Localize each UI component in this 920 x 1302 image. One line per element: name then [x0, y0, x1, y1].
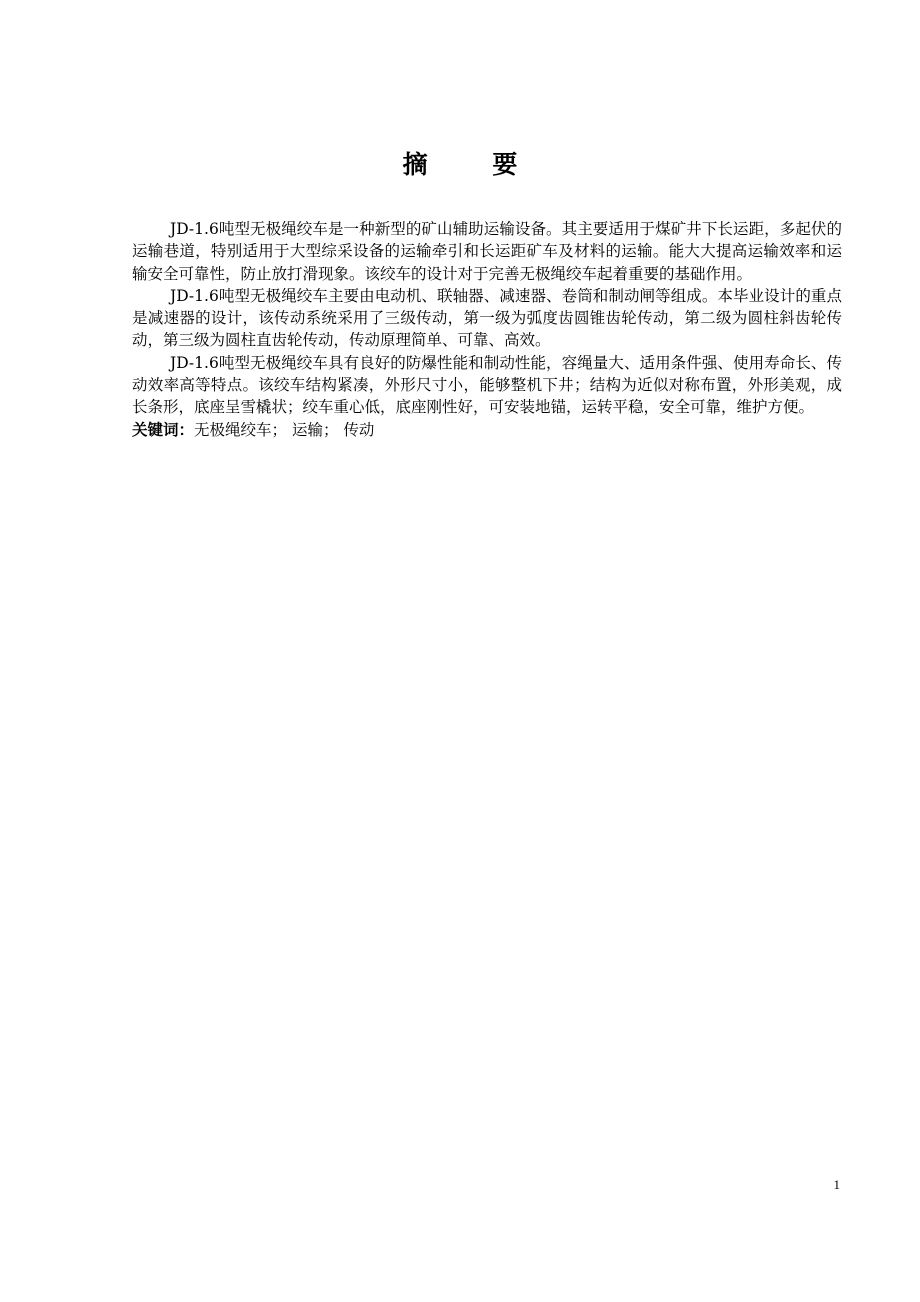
page-number: 1	[833, 1177, 840, 1192]
abstract-paragraph-3: JD-1.6吨型无极绳绞车具有良好的防爆性能和制动性能，容绳量大、适用条件强、使用寿命长、传动效率高等特点。该绞车结构紧凑，外形尺寸小，能够整机下井；结构为近似对称布置，外形美观，成长条形，底座呈雪橇状；绞车重心低，底座刚性好，可安装地锚，运转平稳，安全可靠，维护方便。	[132, 353, 842, 417]
abstract-paragraph-1: JD-1.6吨型无极绳绞车是一种新型的矿山辅助运输设备。其主要适用于煤矿井下长运距，多起伏的运输巷道，特别适用于大型综采设备的运输牵引和长运距矿车及材料的运输。能大大提高运输效率和运输安全可靠性，防止放打滑现象。该绞车的设计对于完善无极绳绞车起着重要的基础作用。	[132, 220, 842, 283]
keywords-label: 关键词：	[132, 420, 195, 439]
page-title: 摘 要	[402, 150, 546, 179]
abstract-body	[132, 218, 842, 441]
keywords-values: 无极绳绞车； 运输； 传动	[194, 420, 375, 439]
keywords-line	[132, 419, 842, 441]
abstract-paragraph-2: JD-1.6吨型无极绳绞车主要由电动机、联轴器、减速器、卷筒和制动闸等组成。本毕业设计的重点是减速器的设计，该传动系统采用了三级传动，第一级为弧度齿圆锥齿轮传动，第二级为圆柱斜齿轮传动，第三级为圆柱直齿轮传动，传动原理简单、可靠、高效。	[132, 286, 842, 350]
